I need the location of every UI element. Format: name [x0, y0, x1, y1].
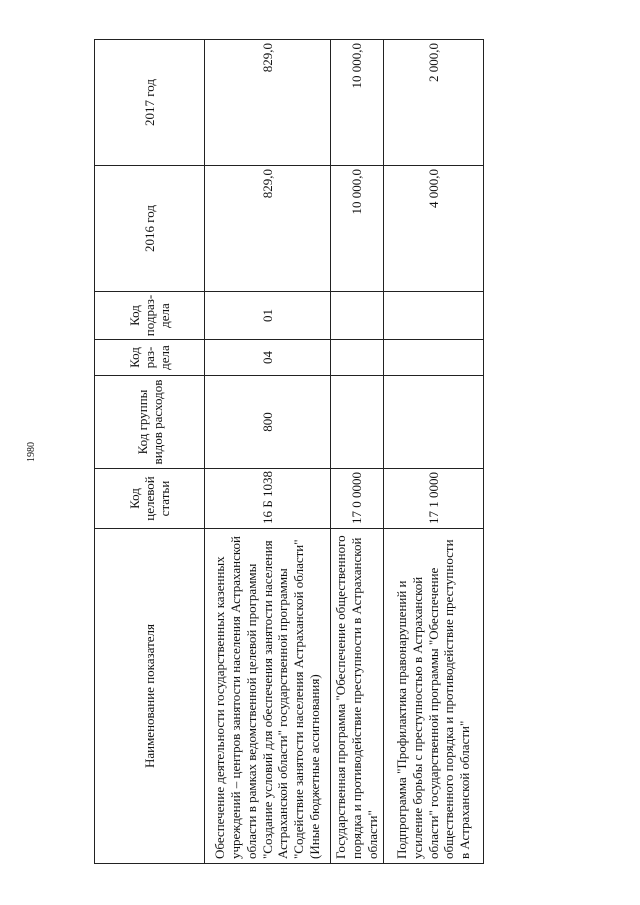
- row-name: Подпрограмма "Профилактика правонарушений и усиление борьбы с преступностью в Астраханской области" государственной программы "Обеспечение общественного порядка и противодействие преступности в Астраханской области": [384, 529, 484, 864]
- row-value-2017: 829,0: [205, 40, 331, 166]
- row-section-code: [331, 340, 384, 376]
- rotated-table-container: [94, 40, 572, 864]
- header-target-code: Код целевой статьи: [95, 469, 205, 529]
- row-subsection-code: 01: [205, 292, 331, 340]
- row-target-code: 17 0 0000: [331, 469, 384, 529]
- row-name: Обеспечение деятельности государственных казенных учреждений – центров занятости населения Астраханской области в рамках ведомственной целевой программы "Создание условий для обеспечения занятости населения Астраханской области" государственной программы "Содействие занятости населения Астраханской области" (Иные бюджетные ассигнования): [205, 529, 331, 864]
- header-expense-group-code: Код группы видов расходов: [95, 376, 205, 469]
- row-value-2017: 10 000,0: [331, 40, 384, 166]
- row-target-code: 17 1 0000: [384, 469, 484, 529]
- row-name: Государственная программа "Обеспечение общественного порядка и противодействие преступности в Астраханской области": [331, 529, 384, 864]
- row-subsection-code: [384, 292, 484, 340]
- row-target-code: 16 Б 1038: [205, 469, 331, 529]
- row-value-2016: 10 000,0: [331, 166, 384, 292]
- table-row: [331, 40, 384, 864]
- row-section-code: [384, 340, 484, 376]
- row-expense-group-code: [331, 376, 384, 469]
- budget-table: [94, 39, 484, 864]
- row-expense-group-code: [384, 376, 484, 469]
- table-row: [205, 40, 331, 864]
- table-row: [384, 40, 484, 864]
- header-subsection-code: Код подраз-дела: [95, 292, 205, 340]
- row-expense-group-code: 800: [205, 376, 331, 469]
- header-section-code: Код раз-дела: [95, 340, 205, 376]
- row-value-2017: 2 000,0: [384, 40, 484, 166]
- page-number: 1980: [26, 442, 37, 462]
- header-name: Наименование показателя: [95, 529, 205, 864]
- row-value-2016: 4 000,0: [384, 166, 484, 292]
- row-subsection-code: [331, 292, 384, 340]
- header-year-2017: 2017 год: [95, 40, 205, 166]
- row-section-code: 04: [205, 340, 331, 376]
- header-year-2016: 2016 год: [95, 166, 205, 292]
- row-value-2016: 829,0: [205, 166, 331, 292]
- table-header-row: [95, 40, 205, 864]
